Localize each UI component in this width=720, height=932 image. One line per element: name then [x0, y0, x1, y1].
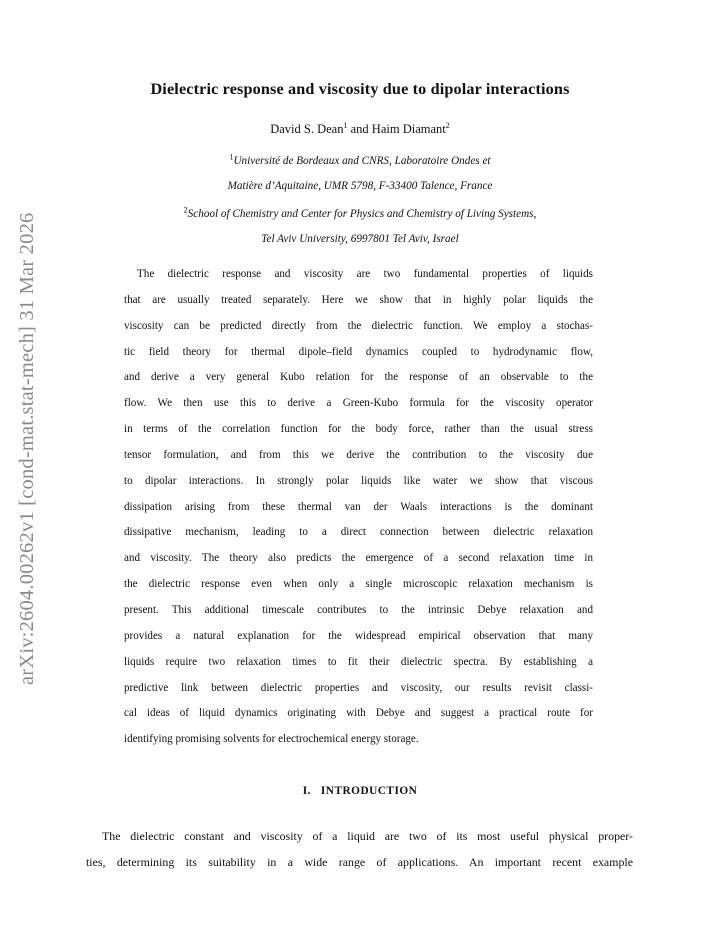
abstract	[124, 262, 593, 753]
abstract-line: to dipolar interactions. In strongly polar liquids like water we show that viscous	[124, 474, 593, 487]
affiliation-marker: 2	[445, 120, 450, 130]
abstract-line: present. This additional timescale contributes to the intrinsic Debye relaxation and	[124, 603, 593, 616]
affiliation-text: School of Chemistry and Center for Physics and Chemistry of Living Systems,	[187, 208, 537, 220]
affiliation-marker: 2	[183, 205, 188, 215]
author-joiner: and	[347, 122, 372, 136]
abstract-line: that are usually treated separately. Here we show that in highly polar liquids the	[124, 293, 593, 306]
arxiv-identifier-stamp: arXiv:2604.00262v1 [cond-mat.stat-mech] 31 Mar 2026	[16, 212, 38, 685]
abstract-line: and viscosity. The theory also predicts the emergence of a second relaxation time in	[124, 552, 593, 565]
author-name: David S. Dean	[270, 122, 344, 136]
abstract-line: tic field theory for thermal dipole–field dynamics coupled to hydrodynamic flow,	[124, 345, 593, 358]
abstract-line: in terms of the correlation function for the body force, rather than the usual stress	[124, 423, 593, 436]
author-name: Haim Diamant	[371, 122, 446, 136]
paper-title: Dielectric response and viscosity due to dipolar interactions	[150, 80, 570, 98]
abstract-line: dissipative mechanism, leading to a direct connection between dielectric relaxation	[124, 526, 593, 539]
body-line: ties, determining its suitability in a wide range of applications. An important recent example	[86, 854, 633, 869]
abstract-line: provides a natural explanation for the widespread empirical observation that many	[124, 629, 593, 642]
abstract-line: the dielectric response even when only a single microscopic relaxation mechanism is	[124, 578, 593, 591]
affiliation-2-line-2: Tel Aviv University, 6997801 Tel Aviv, Israel	[261, 233, 459, 245]
section-number: I.	[302, 785, 311, 797]
section-heading-introduction	[0, 785, 720, 797]
abstract-line: The dielectric response and viscosity are two fundamental properties of liquids	[137, 268, 593, 280]
affiliation-text: Université de Bordeaux and CNRS, Laboratoire Ondes et	[233, 155, 491, 167]
introduction-paragraph	[86, 824, 633, 876]
abstract-line: and derive a very general Kubo relation for the response of an observable to the	[124, 371, 593, 384]
section-title: INTRODUCTION	[320, 785, 418, 797]
affiliation-marker: 1	[343, 120, 348, 130]
abstract-line: flow. We then use this to derive a Green-Kubo formula for the viscosity operator	[124, 397, 593, 410]
author-list	[0, 122, 720, 137]
affiliation-marker: 1	[229, 152, 234, 162]
affiliation-1-line-1	[0, 152, 720, 167]
abstract-line: viscosity can be predicted directly from the dielectric function. We employ a stochas-	[124, 319, 593, 332]
body-line: The dielectric constant and viscosity of a liquid are two of its most useful physical proper-	[102, 829, 633, 843]
abstract-line: tensor formulation, and from this we derive the contribution to the viscosity due	[124, 448, 593, 461]
abstract-line: identifying promising solvents for electrochemical energy storage.	[124, 733, 419, 746]
abstract-line: predictive link between dielectric properties and viscosity, our results revisit classi-	[124, 681, 593, 694]
affiliation-1-line-2: Matière d’Aquitaine, UMR 5798, F-33400 Talence, France	[227, 180, 493, 192]
abstract-line: liquids require two relaxation times to fit their dielectric spectra. By establishing a	[124, 655, 593, 668]
abstract-line: cal ideas of liquid dynamics originating with Debye and suggest a practical route for	[124, 707, 593, 720]
abstract-line: dissipation arising from these thermal van der Waals interactions is the dominant	[124, 500, 593, 513]
affiliation-2-line-1	[0, 205, 720, 220]
